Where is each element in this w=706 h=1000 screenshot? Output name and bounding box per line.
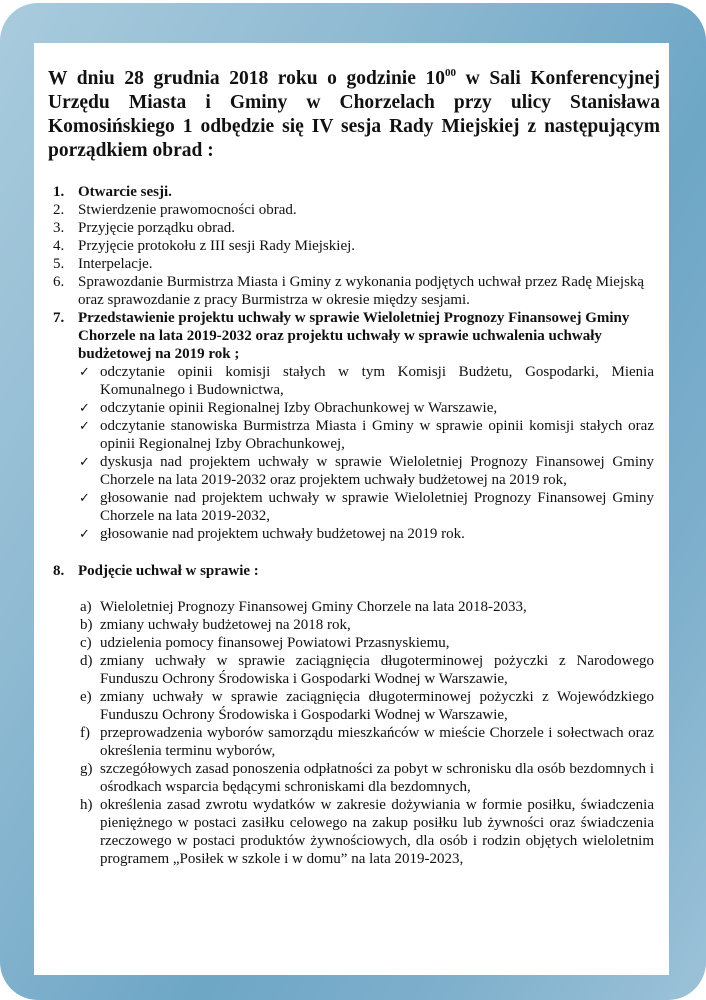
checklist-item [34,453,654,489]
checkmark-icon: ✓ [79,418,90,433]
resolution-letter: e) [80,689,92,705]
checklist-text: odczytanie opinii komisji stałych w tym Komisji Budżetu, Gospodarki, Mienia Komunalnego i Budownictwa, [100,364,654,398]
resolution-text: zmiany uchwały w sprawie zaciągnięcia długoterminowej pożyczki z Narodowego Funduszu Ochrony Środowiska i Gospodarki Wodnej w Warszawie, [100,653,654,687]
resolution-text: zmiany uchwały w sprawie zaciągnięcia długoterminowej pożyczki z Wojewódzkiego Funduszu Ochrony Środowiska i Gospodarki Wodnej w Warszawie, [100,689,654,723]
item-number: 6. [53,274,65,290]
resolution-text: zmiany uchwały budżetowej na 2018 rok, [100,617,351,633]
announcement-heading [48,67,660,163]
announcement-text-part2: w Sali Konferencyjnej Urzędu Miasta i Gminy w Chorzelach przy ulicy Stanisława Komosińskiego 1 odbędzie się IV sesja Rady Miejskiej z następującym porządkiem obrad : [48,68,660,161]
item-text: Przedstawienie projektu uchwały w sprawie Wieloletniej Prognozy Finansowej Gminy Chorzele na lata 2019-2032 oraz projektu uchwały w sprawie uchwalenia uchwały budżetowej na 2019 rok ; [78,310,630,362]
checklist-item [34,399,654,417]
checklist-text: odczytanie opinii Regionalnej Izby Obrachunkowej w Warszawie, [100,400,498,416]
resolution-letter: b) [80,617,93,633]
checkmark-icon: ✓ [79,454,90,469]
resolution-letter: a) [80,599,92,615]
resolution-text: przeprowadzenia wyborów samorządu mieszkańców w mieście Chorzele i sołectwach oraz określenia terminu wyborów, [100,725,654,759]
resolution-item [34,652,654,688]
resolution-letter: d) [80,653,93,669]
item-text: Sprawozdanie Burmistrza Miasta i Gminy z wykonania podjętych uchwał przez Radę Miejską oraz sprawozdanie z pracy Burmistrza w okresie między sesjami. [78,274,645,308]
checklist-text: głosowanie nad projektem uchwały w sprawie Wieloletniej Prognozy Finansowej Gminy Chorzele na lata 2019-2032, [100,490,654,524]
resolution-text: szczegółowych zasad ponoszenia odpłatności za pobyt w schronisku dla osób bezdomnych i ośrodkach wsparcia będącymi schroniskami dla bezdomnych, [100,761,654,795]
resolution-letter: g) [80,761,93,777]
checkmark-icon: ✓ [79,490,90,505]
checklist-text: głosowanie nad projektem uchwały budżetowej na 2019 rok. [100,526,465,542]
item-8-resolutions [34,598,654,868]
item-number: 4. [53,238,65,254]
item-text: Podjęcie uchwał w sprawie : [78,563,259,579]
decorative-frame [0,3,706,1000]
resolution-item [34,688,654,724]
time-superscript: 00 [445,67,457,79]
item-text: Otwarcie sesji. [78,184,172,200]
document-panel [34,43,669,975]
checkmark-icon: ✓ [79,400,90,415]
resolution-item [34,598,654,616]
checklist-item [34,525,654,543]
item-text: Przyjęcie porządku obrad. [78,220,236,236]
item-number: 3. [53,220,65,236]
item-text: Przyjęcie protokołu z III sesji Rady Miejskiej. [78,238,356,254]
item-number: 7. [53,310,65,326]
resolution-text: udzielenia pomocy finansowej Powiatowi Przasnyskiemu, [100,635,450,651]
checklist-text: odczytanie stanowiska Burmistrza Miasta i Gminy w sprawie opinii komisji stałych oraz opinii Regionalnej Izby Obrachunkowej, [100,418,654,452]
resolution-text: Wieloletniej Prognozy Finansowej Gminy Chorzele na lata 2018-2033, [100,599,527,615]
resolution-item [34,760,654,796]
checkmark-icon: ✓ [79,364,90,379]
agenda-item-6 [34,273,654,309]
item-number: 1. [53,184,65,200]
agenda-item-7 [34,309,654,363]
item-number: 5. [53,256,65,272]
resolution-text: określenia zasad zwrotu wydatków w zakresie dożywiania w formie posiłku, świadczenia pieniężnego w postaci zasiłku celowego na zakup posiłku lub żywności oraz świadczenia rzeczowego w postaci produktów żywnościowych, dla osób i rodzin objętych wieloletnim programem „Posiłek w szkole i w domu” na lata 2019-2023, [100,797,654,867]
resolution-item [34,796,654,868]
announcement-text-part1: W dniu 28 grudnia 2018 roku o godzinie 10 [48,68,446,89]
item-text: Stwierdzenie prawomocności obrad. [78,202,297,218]
spacer [34,543,654,562]
agenda-item-3 [34,219,654,237]
item-number: 2. [53,202,65,218]
agenda-list [34,183,654,868]
agenda-item-5 [34,255,654,273]
agenda-item-4 [34,237,654,255]
resolution-letter: h) [80,797,93,813]
agenda-item-2 [34,201,654,219]
resolution-item [34,634,654,652]
agenda-item-1 [34,183,654,201]
checkmark-icon: ✓ [79,526,90,541]
spacer [34,580,654,598]
item-7-checklist [34,363,654,543]
resolution-letter: f) [80,725,90,741]
checklist-item [34,489,654,525]
checklist-item [34,363,654,399]
checklist-item [34,417,654,453]
item-text: Interpelacje. [78,256,153,272]
item-number: 8. [53,563,65,579]
checklist-text: dyskusja nad projektem uchwały w sprawie Wieloletniej Prognozy Finansowej Gminy Chorzele na lata 2019-2032 oraz projektem uchwały budżetowej na 2019 rok, [100,454,654,488]
resolution-letter: c) [80,635,92,651]
resolution-item [34,616,654,634]
agenda-item-8 [34,562,654,580]
resolution-item [34,724,654,760]
